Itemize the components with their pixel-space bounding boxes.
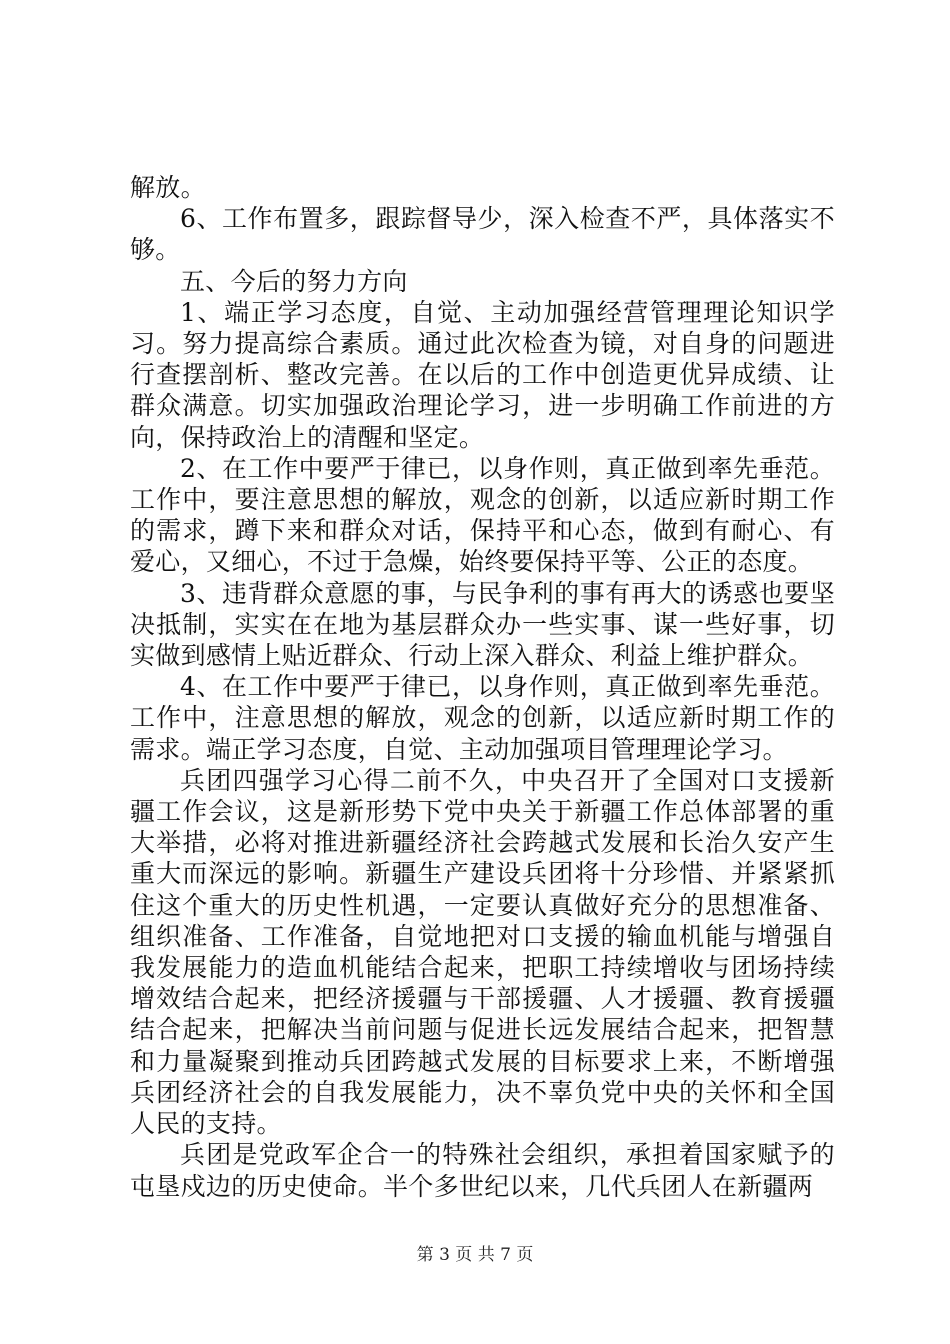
paragraph: 解放。 — [130, 173, 206, 202]
section-heading: 五、今后的努力方向 — [180, 266, 408, 296]
document-body — [130, 172, 835, 1202]
paragraph: 1、端正学习态度，自觉、主动加强经营管理理论知识学习。努力提高综合素质。通过此次检查为镜，对自身的问题进行查摆剖析、整改完善。在以后的工作中创造更优异成绩、让群众满意。切实加强政治理论学习，进一步明确工作前进的方向，保持政治上的清醒和坚定。 — [130, 297, 835, 452]
paragraph: 兵团是党政军企合一的特殊社会组织，承担着国家赋予的屯垦戍边的历史使命。半个多世纪以来，几代兵团人在新疆两 — [130, 1140, 835, 1201]
paragraph: 4、在工作中要严于律已，以身作则，真正做到率先垂范。工作中，注意思想的解放，观念的创新，以适应新时期工作的需求。端正学习态度，自觉、主动加强项目管理理论学习。 — [130, 672, 835, 764]
paragraph: 兵团四强学习心得二前不久，中央召开了全国对口支援新疆工作会议，这是新形势下党中央关于新疆工作总体部署的重大举措，必将对推进新疆经济社会跨越式发展和长治久安产生重大而深远的影响。新疆生产建设兵团将十分珍惜、并紧紧抓住这个重大的历史性机遇，一定要认真做好充分的思想准备、组织准备、工作准备，自觉地把对口支援的输血机能与增强自我发展能力的造血机能结合起来，把职工持续增收与团场持续增效结合起来，把经济援疆与干部援疆、人才援疆、教育援疆结合起来，把解决当前问题与促进长远发展结合起来，把智慧和力量凝聚到推动兵团跨越式发展的目标要求上来，不断增强兵团经济社会的自我发展能力，决不辜负党中央的关怀和全国人民的支持。 — [130, 765, 835, 1139]
paragraph: 3、违背群众意愿的事，与民争利的事有再大的诱惑也要坚决抵制，实实在在地为基层群众办一些实事、谋一些好事，切实做到感情上贴近群众、行动上深入群众、利益上维护群众。 — [130, 578, 835, 671]
paragraph: 2、在工作中要严于律已，以身作则，真正做到率先垂范。工作中，要注意思想的解放，观念的创新，以适应新时期工作的需求，蹲下来和群众对话，保持平和心态，做到有耐心、有爱心，又细心，不过于急燥，始终要保持平等、公正的态度。 — [130, 453, 835, 577]
page-number-footer: 第 3 页 共 7 页 — [416, 1245, 534, 1265]
paragraph: 6、工作布置多，跟踪督导少，深入检查不严，具体落实不够。 — [130, 204, 835, 265]
